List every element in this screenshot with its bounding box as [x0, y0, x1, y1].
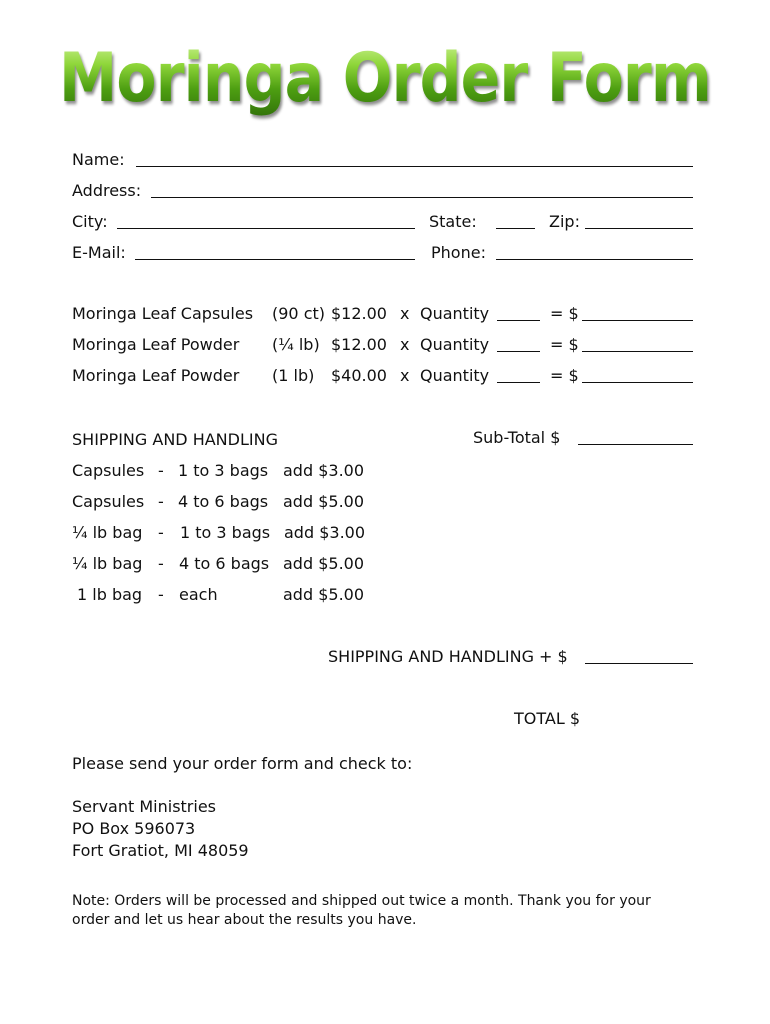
email-field[interactable]: [135, 259, 415, 260]
rate-quantity: 1 to 3 bags: [178, 461, 269, 480]
quantity-field[interactable]: [497, 382, 540, 383]
rate-cost: add $3.00: [283, 461, 365, 480]
zip-label: Zip:: [549, 212, 580, 231]
line-total-field[interactable]: [582, 320, 693, 321]
times-sign: x: [400, 304, 410, 323]
rate-item: ¼ lb bag: [72, 554, 143, 573]
zip-field[interactable]: [585, 228, 693, 229]
product-price: $12.00: [331, 304, 387, 323]
rate-cost: add $3.00: [284, 523, 366, 542]
equals-label: = $: [550, 335, 579, 354]
rate-dash: -: [158, 585, 164, 604]
rate-quantity: 4 to 6 bags: [179, 554, 270, 573]
quantity-field[interactable]: [497, 351, 540, 352]
quantity-label: Quantity: [420, 304, 490, 323]
line-total-field[interactable]: [582, 382, 693, 383]
quantity-label: Quantity: [420, 335, 490, 354]
shipping-total-field[interactable]: [585, 663, 693, 664]
line-total-field[interactable]: [582, 351, 693, 352]
rate-cost: add $5.00: [283, 585, 365, 604]
shipping-total-label: SHIPPING AND HANDLING + $: [328, 647, 568, 666]
name-label: Name:: [72, 150, 125, 169]
note-line-1: Note: Orders will be processed and shipped out twice a month. Thank you for your: [72, 893, 651, 909]
rate-quantity: 1 to 3 bags: [180, 523, 271, 542]
quantity-field[interactable]: [497, 320, 540, 321]
subtotal-field[interactable]: [578, 444, 693, 445]
shipping-heading: SHIPPING AND HANDLING: [72, 430, 278, 449]
equals-label: = $: [550, 304, 579, 323]
rate-item: ¼ lb bag: [72, 523, 143, 542]
phone-label: Phone:: [431, 243, 486, 262]
product-name: Moringa Leaf Capsules: [72, 304, 254, 323]
rate-cost: add $5.00: [283, 554, 365, 573]
page-title: Moringa Order Form: [54, 38, 716, 120]
quantity-label: Quantity: [420, 366, 490, 385]
state-field[interactable]: [496, 228, 535, 229]
times-sign: x: [400, 335, 410, 354]
product-price: $40.00: [331, 366, 387, 385]
times-sign: x: [400, 366, 410, 385]
city-state-zip: Fort Gratiot, MI 48059: [72, 841, 249, 860]
rate-dash: -: [158, 461, 164, 480]
rate-quantity: 4 to 6 bags: [178, 492, 269, 511]
product-price: $12.00: [331, 335, 387, 354]
product-size: (¼ lb): [272, 335, 320, 354]
address-label: Address:: [72, 181, 142, 200]
note-line-2: order and let us hear about the results you have.: [72, 912, 417, 928]
rate-dash: -: [158, 492, 164, 511]
product-name: Moringa Leaf Powder: [72, 366, 240, 385]
po-box: PO Box 596073: [72, 819, 196, 838]
state-label: State:: [429, 212, 477, 231]
city-label: City:: [72, 212, 108, 231]
equals-label: = $: [550, 366, 579, 385]
mail-instruction: Please send your order form and check to:: [72, 754, 413, 773]
rate-item: Capsules: [72, 492, 145, 511]
product-size: (90 ct): [272, 304, 325, 323]
subtotal-label: Sub-Total $: [473, 428, 561, 447]
rate-item: Capsules: [72, 461, 145, 480]
rate-item: 1 lb bag: [77, 585, 143, 604]
phone-field[interactable]: [496, 259, 693, 260]
product-name: Moringa Leaf Powder: [72, 335, 240, 354]
grand-total-label: TOTAL $: [514, 709, 581, 728]
name-field[interactable]: [136, 166, 693, 167]
email-label: E-Mail:: [72, 243, 126, 262]
org-name: Servant Ministries: [72, 797, 216, 816]
product-size: (1 lb): [272, 366, 315, 385]
address-field[interactable]: [151, 197, 693, 198]
rate-cost: add $5.00: [283, 492, 365, 511]
rate-quantity: each: [179, 585, 218, 604]
city-field[interactable]: [117, 228, 415, 229]
rate-dash: -: [158, 523, 164, 542]
rate-dash: -: [158, 554, 164, 573]
